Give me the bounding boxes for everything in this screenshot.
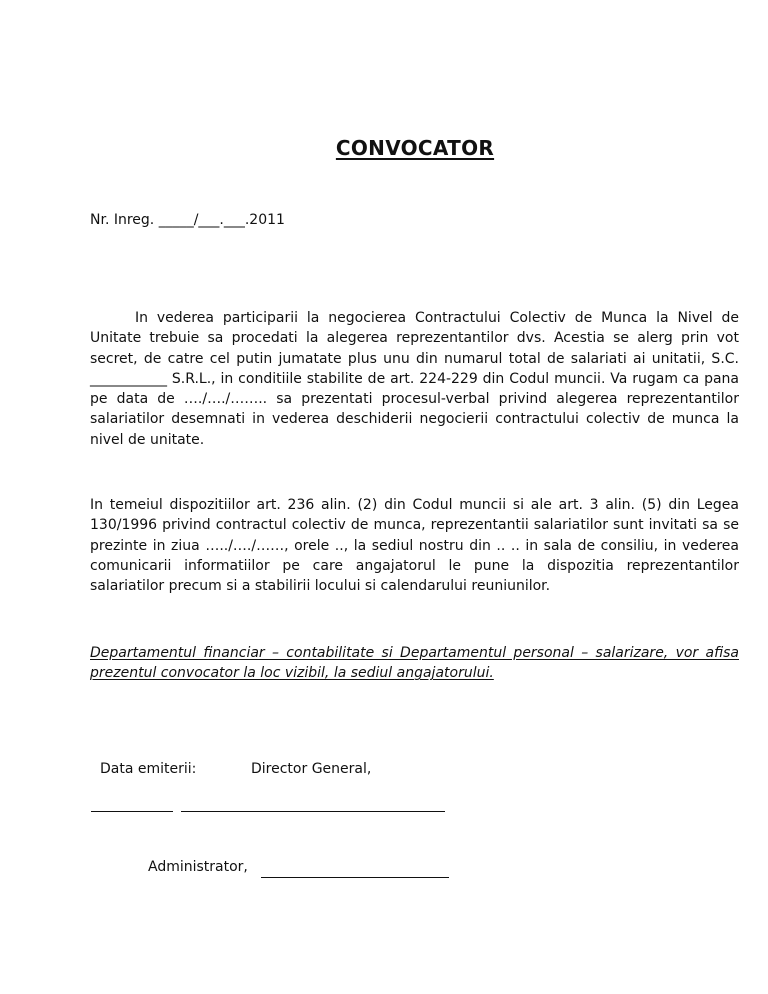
paragraph-display-notice: Departamentul financiar – contabilitate si Departamentul personal – salarizare, vor afisa prezentul convocator la loc vizibil, la sediul angajatorului. [90,645,739,682]
paragraph-negotiation: In vederea participarii la negocierea Contractului Colectiv de Munca la Nivel de Unitate trebuie sa procedati la alegerea reprezentantilor dvs. Acestia se alerg prin vot secret, de catre cel putin jumatate plus unu din numarul total de salariati ai unitatii, S.C. ___________ S.R.L., in conditiile stabilite de art. 224-229 din Codul muncii. Va rugam ca pana pe data de …./…./…….. sa prezentati procesul-verbal privind alegerea reprezentantilor salariatilor desemnati in vederea deschiderii negocierii contractului colectiv de munca la nivel de unitate. [90,310,739,448]
administrator-label: Administrator, [148,859,248,875]
issue-date-label: Data emiterii: [100,761,197,777]
paragraph-invitation: In temeiul dispozitiilor art. 236 alin. (2) din Codul muncii si ale art. 3 alin. (5) din Legea 130/1996 privind contractul colectiv de munca, reprezentantii salariatilor sunt invitati sa se prezinte in ziua …../…./……, orele .., la sediul nostru din .. .. in sala de consiliu, in vederea comunicarii informatiilor pe care angajatorul le pune la dispozitia reprezentantilor salariatilor precum si a stabilirii locului si calendarului reuniunilor. [90,497,739,595]
director-label: Director General, [251,761,372,777]
document-title: CONVOCATOR [335,136,495,160]
administrator-signature-line [261,877,449,878]
date-signature-line [91,811,173,812]
registration-number: Nr. Inreg. _____/___.___.2011 [90,212,285,228]
director-signature-line [181,811,445,812]
